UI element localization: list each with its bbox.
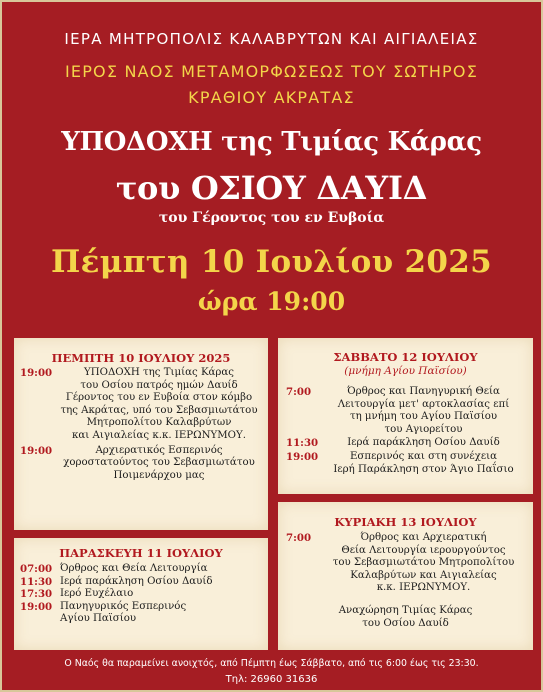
church-name: ΙΕΡΟΣ ΝΑΟΣ ΜΕΤΑΜΟΡΦΩΣΕΩΣ ΤΟΥ ΣΩΤΗΡΟΣ [64, 62, 479, 81]
schedule-description: Όρθρος και Πανηγυρική Θεία Λειτουργία μετ' αρτοκλασίας επί τη μνήμη του Αγίου Παϊσίου του Αγιορείτου [337, 386, 510, 435]
friday-schedule-panel [14, 538, 268, 650]
departure-note: Αναχώρηση Τιμίας Κάρας του Οσίου Δαυίδ [338, 604, 473, 629]
schedule-item [278, 451, 533, 476]
schedule-item [278, 386, 533, 436]
opening-hours-note: Ο Ναός θα παραμείνει ανοιχτός, από Πέμπτη έως Σάββατο, από τις 6:00 έως τις 23:30. [64, 658, 479, 669]
schedule-time: 11:30 [286, 437, 319, 450]
schedule-item [14, 576, 268, 589]
event-time: ώρα 19:00 [197, 287, 346, 316]
schedule-item [14, 588, 268, 601]
schedule-time: 7:00 [286, 386, 312, 398]
sunday-schedule-panel [278, 502, 533, 650]
schedule-description: Πανηγυρικός Εσπερινός Αγίου Παϊσίου [60, 600, 187, 625]
schedule-item [278, 532, 533, 595]
sunday-heading: ΚΥΡΙΑΚΗ 13 ΙΟΥΛΙΟΥ [334, 515, 477, 529]
event-date: Πέμπτη 10 Ιουλίου 2025 [51, 244, 492, 280]
schedule-time: 19:00 [20, 600, 53, 613]
metropolis-name: ΙΕΡΑ ΜΗΤΡΟΠΟΛΙΣ ΚΑΛΑΒΡΥΤΩΝ ΚΑΙ ΑΙΓΙΑΛΕΙΑΣ [64, 30, 479, 48]
schedule-description: Αρχιερατικός Εσπερινός χοροστατούντος του Σεβασμιωτάτου Ποιμενάρχου μας [63, 444, 255, 481]
saturday-subheading: (μνήμη Αγίου Παϊσίου) [344, 365, 467, 377]
schedule-description: Ιερά παράκληση Οσίου Δαυίδ [347, 437, 500, 449]
schedule-description: Εσπερινός και στη συνέχεια Ιερή Παράκληση στον Άγιο Παΐσιο [333, 450, 514, 475]
event-title: ΥΠΟΔΟΧΗ της Τιμίας Κάρας [61, 127, 482, 157]
schedule-item [14, 563, 268, 576]
schedule-time: 07:00 [20, 563, 53, 575]
schedule-time: 11:30 [20, 575, 53, 588]
schedule-description: Ιερά παράκληση Οσίου Δαυίδ [60, 575, 213, 587]
schedule-item [14, 601, 268, 626]
schedule-item [278, 437, 533, 450]
schedule-time: 7:00 [286, 532, 312, 544]
saint-name: του ΟΣΙΟΥ ΔΑΥΙΔ [115, 169, 428, 207]
schedule-item [14, 367, 268, 443]
saint-subtitle: του Γέροντος του εν Ευβοία [158, 210, 385, 226]
schedule-description: ΥΠΟΔΟΧΗ της Τιμίας Κάρας του Οσίου πατρός ημών Δαυίδ Γέροντος του εν Ευβοία στον κόμβο της Ακράτας, υπό του Σεβασμιωτάτου Μητροπολίτου Καλαβρύτων και Αιγιαλείας κ.κ. ΙΕΡΩΝΥΜΟΥ. [60, 367, 258, 441]
schedule-time: 19:00 [286, 450, 319, 463]
saturday-heading: ΣΑΒΒΑΤΟ 12 ΙΟΥΛΙΟΥ [333, 350, 478, 364]
thursday-schedule-panel [14, 338, 268, 530]
friday-heading: ΠΑΡΑΣΚΕΥΗ 11 ΙΟΥΛΙΟΥ [59, 546, 223, 560]
schedule-item [14, 445, 268, 483]
schedule-time: 19:00 [20, 367, 53, 379]
schedule-description: Ιερό Ευχέλαιο [60, 588, 134, 600]
schedule-time: 19:00 [20, 444, 53, 457]
saturday-schedule-panel [278, 338, 533, 494]
schedule-time: 17:30 [20, 588, 53, 601]
schedule-description: Όρθρος και Αρχιερατική Θεία Λειτουργία ιερουργούντος του Σεβασμιωτάτου Μητροπολίτου Καλαβρύτων και Αιγιαλείας κ.κ. ΙΕΡΩΝΥΜΟΥ. [332, 532, 515, 594]
church-location: ΚΡΑΘΙΟΥ ΑΚΡΑΤΑΣ [188, 88, 355, 107]
phone-number: Τηλ: 26960 31636 [225, 674, 318, 685]
schedule-description: Όρθρος και Θεία Λειτουργία [60, 563, 208, 574]
thursday-heading: ΠΕΜΠΤΗ 10 ΙΟΥΛΙΟΥ 2025 [51, 351, 231, 365]
